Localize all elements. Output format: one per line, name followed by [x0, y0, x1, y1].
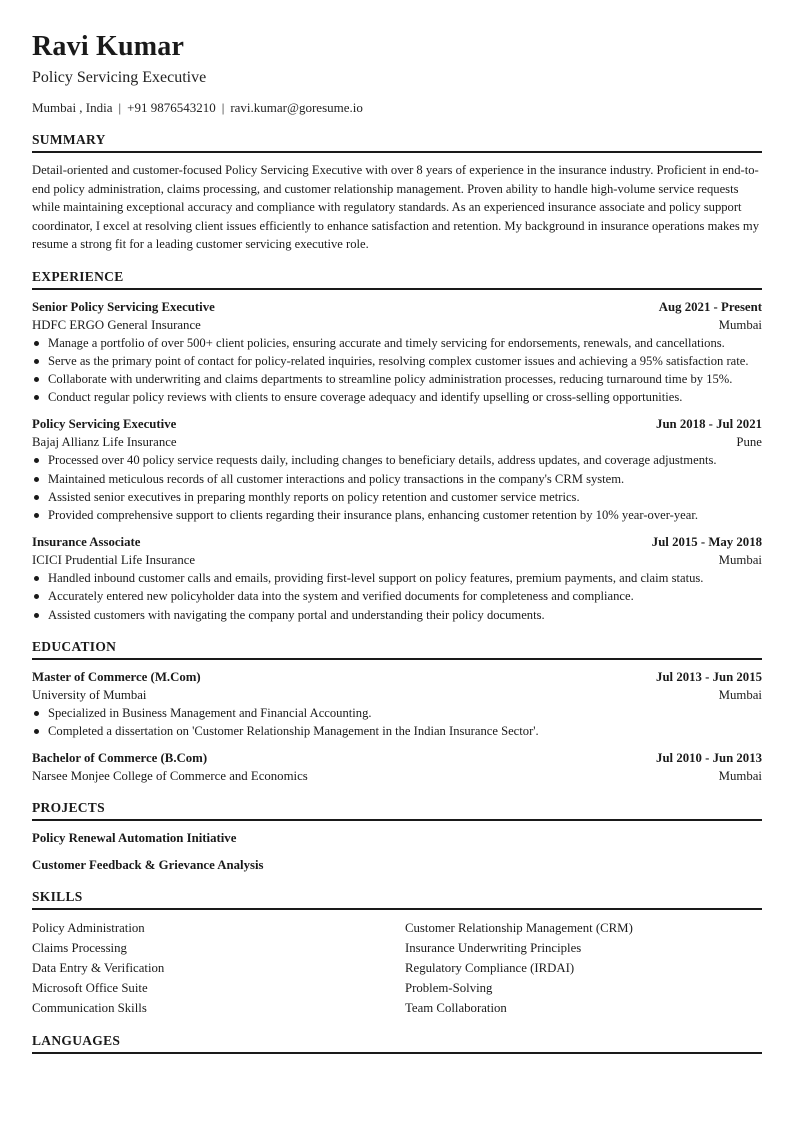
- bullet-item: Specialized in Business Management and Financial Accounting.: [32, 704, 762, 722]
- company-name: HDFC ERGO General Insurance: [32, 317, 201, 332]
- school-location: Mumbai: [718, 687, 762, 702]
- job-dates: Jun 2018 - Jul 2021: [656, 417, 762, 432]
- skill-item: Customer Relationship Management (CRM): [405, 921, 633, 936]
- section-title-languages: LANGUAGES: [32, 1032, 762, 1054]
- languages-section: [32, 1032, 762, 1054]
- job-location: Pune: [736, 435, 762, 450]
- contact-line: [32, 99, 762, 117]
- bullet-item: Accurately entered new policyholder data into the system and verified documents for completeness and compliance.: [32, 587, 762, 605]
- bullet-item: Maintained meticulous records of all customer interactions and policy transactions in the company's CRM system.: [32, 470, 762, 488]
- job-location: Mumbai: [718, 317, 762, 332]
- project-item: Customer Feedback & Grievance Analysis: [32, 858, 264, 873]
- skill-item: Data Entry & Verification: [32, 961, 165, 976]
- contact-separator: |: [221, 100, 225, 115]
- degree-title: Master of Commerce (M.Com): [32, 669, 201, 684]
- skills-grid: [32, 918, 762, 1018]
- bullet-list: [32, 569, 762, 624]
- school-name: University of Mumbai: [32, 687, 147, 702]
- contact-phone: +91 9876543210: [127, 100, 216, 115]
- bullet-item: Handled inbound customer calls and emails, providing first-level support on policy features, premium payments, and claim status.: [32, 569, 762, 587]
- job-title: Senior Policy Servicing Executive: [32, 299, 215, 314]
- contact-location: Mumbai , India: [32, 100, 113, 115]
- experience-subheader: [32, 433, 762, 451]
- school-location: Mumbai: [718, 769, 762, 784]
- education-dates: Jul 2010 - Jun 2013: [656, 751, 762, 766]
- education-header: [32, 668, 762, 686]
- bullet-list: [32, 451, 762, 524]
- education-entry: [32, 749, 762, 785]
- bullet-item: Assisted senior executives in preparing monthly reports on policy retention and customer service metrics.: [32, 488, 762, 506]
- projects-section: [32, 799, 762, 874]
- education-subheader: [32, 767, 762, 785]
- section-title-skills: SKILLS: [32, 888, 762, 910]
- education-section: [32, 638, 762, 785]
- candidate-role: Policy Servicing Executive: [32, 69, 207, 86]
- contact-separator: |: [118, 100, 122, 115]
- job-title: Policy Servicing Executive: [32, 417, 177, 432]
- bullet-item: Assisted customers with navigating the company portal and understanding their policy documents.: [32, 606, 762, 624]
- bullet-item: Processed over 40 policy service requests daily, including changes to beneficiary details, address updates, and coverage adjustments.: [32, 451, 762, 469]
- section-title-experience: EXPERIENCE: [32, 268, 762, 290]
- experience-header: [32, 533, 762, 551]
- job-dates: Jul 2015 - May 2018: [651, 535, 762, 550]
- skill-item: Microsoft Office Suite: [32, 981, 148, 996]
- job-location: Mumbai: [718, 553, 762, 568]
- section-title-summary: SUMMARY: [32, 131, 762, 153]
- job-title: Insurance Associate: [32, 535, 141, 550]
- skill-item: Insurance Underwriting Principles: [405, 941, 582, 956]
- bullet-item: Completed a dissertation on 'Customer Relationship Management in the Indian Insurance Sector'.: [32, 722, 762, 740]
- project-item: Policy Renewal Automation Initiative: [32, 831, 237, 846]
- skill-item: Problem-Solving: [405, 981, 493, 996]
- school-name: Narsee Monjee College of Commerce and Economics: [32, 769, 308, 784]
- company-name: ICICI Prudential Life Insurance: [32, 553, 196, 568]
- experience-subheader: [32, 551, 762, 569]
- section-title-education: EDUCATION: [32, 638, 762, 660]
- company-name: Bajaj Allianz Life Insurance: [32, 435, 177, 450]
- bullet-list: [32, 334, 762, 407]
- education-entry: [32, 668, 762, 740]
- skill-item: Policy Administration: [32, 921, 145, 936]
- section-title-projects: PROJECTS: [32, 799, 762, 821]
- experience-entry: [32, 415, 762, 524]
- experience-section: [32, 268, 762, 624]
- experience-entry: [32, 533, 762, 624]
- summary-text: Detail-oriented and customer-focused Policy Servicing Executive with over 8 years of experience in the insurance industry. Proficient in end-to-end policy administration, claims processing, and customer relationship management. Proven ability to handle high-volume service requests while maintaining exceptional accuracy and compliance with regulatory standards. As an experienced insurance associate and policy support coordinator, I excel at resolving client issues efficiently to enhance satisfaction and retention. My background in insurance operations makes my resume a strong fit for a leading customer servicing executive role.: [32, 163, 760, 251]
- contact-email: ravi.kumar@goresume.io: [230, 100, 363, 115]
- experience-header: [32, 415, 762, 433]
- bullet-item: Conduct regular policy reviews with clients to ensure coverage adequacy and identify upselling or cross-selling opportunities.: [32, 388, 762, 406]
- skills-section: [32, 888, 762, 1018]
- degree-title: Bachelor of Commerce (B.Com): [32, 751, 208, 766]
- experience-header: [32, 298, 762, 316]
- education-dates: Jul 2013 - Jun 2015: [656, 669, 762, 684]
- skill-item: Communication Skills: [32, 1001, 147, 1016]
- education-subheader: [32, 686, 762, 704]
- skill-item: Claims Processing: [32, 941, 127, 956]
- bullet-item: Manage a portfolio of over 500+ client policies, ensuring accurate and timely servicing for endorsements, renewals, and cancellations.: [32, 334, 762, 352]
- summary-section: [32, 131, 762, 254]
- skill-item: Regulatory Compliance (IRDAI): [405, 961, 575, 976]
- experience-subheader: [32, 316, 762, 334]
- job-dates: Aug 2021 - Present: [658, 299, 762, 314]
- education-header: [32, 749, 762, 767]
- bullet-item: Serve as the primary point of contact for policy-related inquiries, resolving complex customer issues and achieving a 95% satisfaction rate.: [32, 352, 762, 370]
- skill-item: Team Collaboration: [405, 1001, 507, 1016]
- candidate-name: Ravi Kumar: [32, 31, 185, 62]
- bullet-item: Collaborate with underwriting and claims departments to streamline policy administration processes, reducing turnaround time by 15%.: [32, 370, 762, 388]
- bullet-list: [32, 704, 762, 740]
- bullet-item: Provided comprehensive support to clients regarding their insurance plans, enhancing customer retention by 10% year-over-year.: [32, 506, 762, 524]
- experience-entry: [32, 298, 762, 407]
